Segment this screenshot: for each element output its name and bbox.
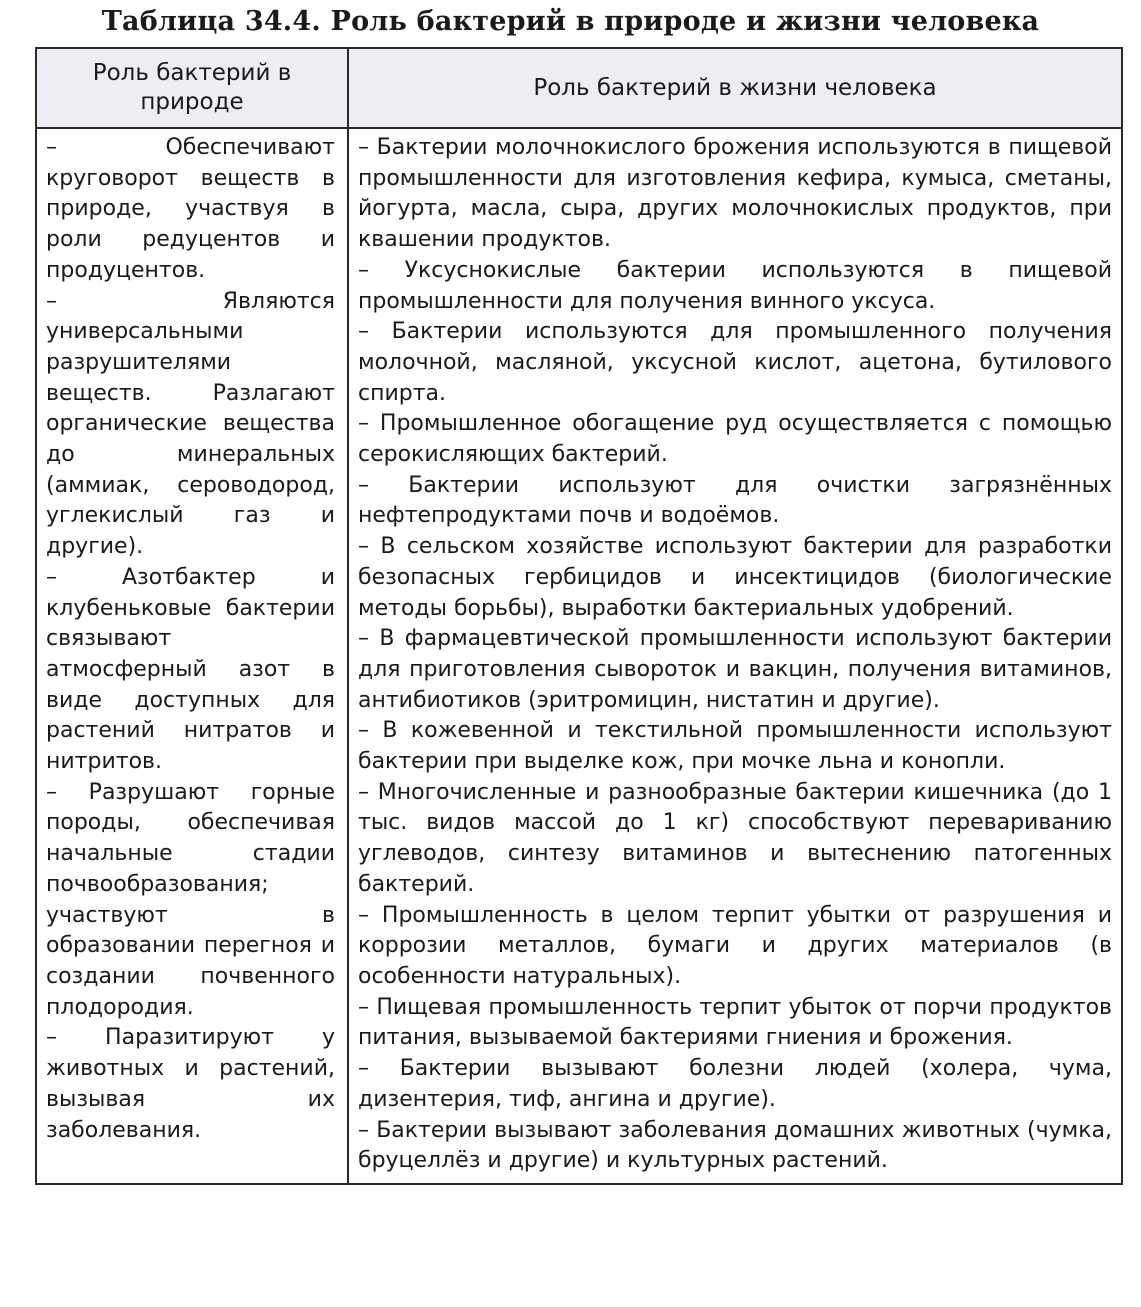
human-item: – Бактерии вызывают болезни людей (холера, чума, дизентерия, тиф, ангина и другие). <box>358 1056 1112 1112</box>
nature-item: – Являются универсальными разрушителями веществ. Разлагают органические вещества до минеральных (аммиак, сероводород, углекислый газ и другие). <box>46 288 335 560</box>
human-item: – В фармацевтической промышленности используют бактерии для приготовления сывороток и вакцин, получения витаминов, антибиотиков (эритромицин, нистатин и другие). <box>358 626 1112 713</box>
human-item: – Многочисленные и разнообразные бактерии кишечника (до 1 тыс. видов массой до 1 кг) способствуют перевариванию углеводов, синтезу витаминов и вытеснению патогенных бактерий. <box>358 779 1112 897</box>
table-header-row <box>36 48 1122 128</box>
human-item: – Бактерии используются для промышленного получения молочной, масляной, уксусной кислот, ацетона, бутилового спирта. <box>358 319 1112 406</box>
human-cell <box>348 128 1122 1184</box>
nature-item: – Азотбактер и клубеньковые бактерии связывают атмосферный азот в виде доступных для растений нитратов и нитритов. <box>46 564 335 775</box>
human-item: – Промышленное обогащение руд осуществляется с помощью серокисляющих бактерий. <box>358 411 1112 468</box>
nature-item: – Разрушают горные породы, обеспечивая начальные стадии почвообразования; участвуют в образовании перегноя и создании почвенного плодородия. <box>46 779 335 1020</box>
column-header-nature: Роль бактерий в природе <box>36 48 348 128</box>
table-caption: Таблица 34.4. Роль бактерий в природе и жизни человека <box>101 6 1040 37</box>
nature-item: – Обеспечивают круговорот веществ в природе, участвуя в роли редуцентов и продуцентов. <box>46 135 335 283</box>
human-item: – Промышленность в целом терпит убытки от разрушения и коррозии металлов, бумаги и других материалов (в особенности натуральных). <box>358 902 1112 989</box>
human-item: – Уксуснокислые бактерии используются в пищевой промышленности для получения винного уксуса. <box>358 257 1112 314</box>
human-item: – В кожевенной и текстильной промышленности используют бактерии при выделке кож, при мочке льна и конопли. <box>358 718 1112 775</box>
column-header-human: Роль бактерий в жизни человека <box>348 48 1122 128</box>
human-item: – Бактерии используют для очистки загрязнённых нефтепродуктами почв и водоёмов. <box>358 472 1112 529</box>
human-item: – Пищевая промышленность терпит убыток от порчи продуктов питания, вызываемой бактериями гниения и брожения. <box>358 994 1112 1051</box>
nature-cell <box>36 128 348 1184</box>
bacteria-roles-table <box>35 47 1123 1185</box>
nature-item: – Паразитируют у животных и растений, вызывая их заболевания. <box>46 1025 335 1143</box>
human-item: – Бактерии молочнокислого брожения используются в пищевой промышленности для изготовления кефира, кумыса, сметаны, йогурта, масла, сыра, других молочнокислых продуктов, при квашении продуктов. <box>358 135 1112 253</box>
human-item: – В сельском хозяйстве используют бактерии для разработки безопасных гербицидов и инсектицидов (биологические методы борьбы), выработки бактериальных удобрений. <box>358 534 1112 621</box>
human-item: – Бактерии вызывают заболевания домашних животных (чумка, бруцеллёз и другие) и культурных растений. <box>358 1117 1112 1174</box>
table-row <box>36 128 1122 1184</box>
